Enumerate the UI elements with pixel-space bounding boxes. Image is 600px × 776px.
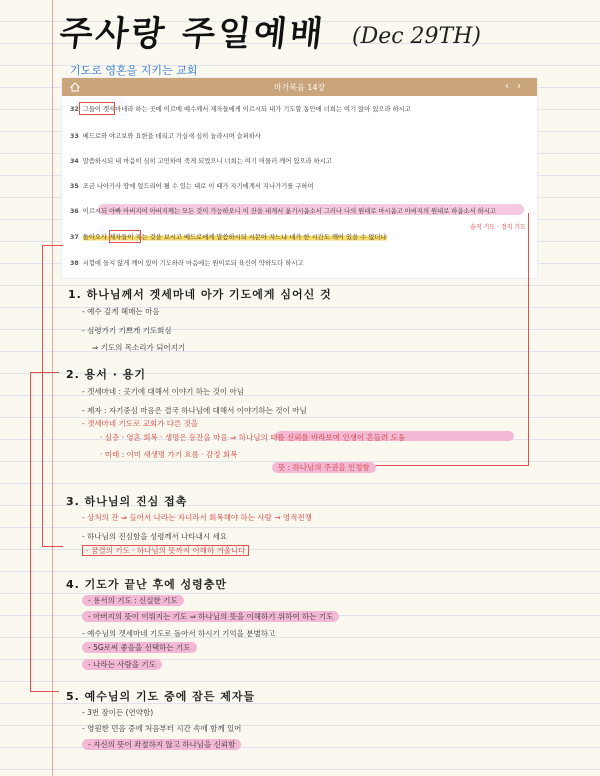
section-4-heading: 4. 기도가 끝난 후에 성령충만 bbox=[66, 578, 228, 591]
home-icon[interactable] bbox=[70, 82, 80, 92]
chevron-right-icon[interactable]: › bbox=[517, 81, 529, 92]
title-date: (Dec 29TH) bbox=[352, 24, 481, 49]
note-line: · 심층 · 영혼 회복 · 생명은 등잔을 마음 ⇒ 하나님의 때를 신뢰를 바라보며 인생이 흔들려 도움 bbox=[100, 433, 406, 442]
verse-row: 35 조금 나아가사 땅에 엎드리어 될 수 있는 대로 이 때가 자기에게서 지나가기를 구하여 bbox=[70, 183, 314, 190]
verse-row: 33 베드로와 야고보와 요한을 데리고 가실새 심히 놀라시며 슬퍼하사 bbox=[70, 133, 262, 140]
note-line: - 나라는 사람을 기도 bbox=[82, 659, 162, 670]
section-5-heading: 5. 예수님의 기도 중에 잠든 제자들 bbox=[66, 690, 256, 703]
app-header bbox=[62, 78, 537, 96]
note-line: - 제자 : 자기중심 마음은 결국 하나님에 대해서 이야기하는 것이 아님 bbox=[82, 406, 307, 415]
note-line: - 상처의 잔 ⇒ 들어서 나라는 자녀라서 회복해야 하는 사람 → 영적전쟁 bbox=[82, 513, 312, 522]
note-line: - 겟세마네 기도로 교회가 다른 것을 bbox=[82, 419, 199, 428]
note-line: - 예수님의 겟세마네 기도로 돌아서 하시기 기억을 분별하고 bbox=[82, 629, 276, 638]
note-line: - 꿈결의 기도 · 하나님의 뜻까지 이해하 겨울니다 bbox=[82, 545, 249, 556]
page-title: 주사랑 주일예배 bbox=[57, 14, 328, 54]
note-line: - 영원한 민음 중에 처음부터 시간 속에 함께 있어 bbox=[82, 724, 242, 733]
verse-row: 36 이르시되 아빠 아버지여 아버지께는 모든 것이 가능하오니 이 잔을 내게서 옮기시옵소서 그러나 나의 원대로 마시옵고 아버지의 원대로 하옵소서 하시고 bbox=[70, 208, 496, 215]
note-line: - 심령가기 기쁘게 기도회심 bbox=[82, 326, 172, 335]
subtitle: 기도로 영혼을 지키는 교회 bbox=[70, 64, 198, 77]
note-line: - 예수 깊게 헤매는 마음 bbox=[82, 307, 160, 316]
connector-line bbox=[42, 245, 63, 547]
section-1-heading: 1. 하나님께서 겟세마네 아가 기도에게 심어신 것 bbox=[68, 288, 332, 301]
annotation-box bbox=[109, 230, 141, 243]
verse-row: 37 돌아오사 제자들이 자는 것을 보시고 베드로에게 말씀하시되 시몬아 자느냐 네가 한 시간도 깨어 있을 수 없더냐 bbox=[70, 234, 387, 241]
section-2-heading: 2. 용서 · 용기 bbox=[66, 368, 147, 381]
note-line: - 5G로써 좋음을 선택하는 기도 bbox=[82, 642, 197, 653]
note-line: - 하나님의 진심함을 성령께서 나타내시 세요 bbox=[82, 532, 228, 541]
note-line: - 겟세마네 : 곳기에 대해서 이야기 하는 것이 아님 bbox=[82, 387, 244, 396]
annotation-box bbox=[79, 102, 115, 115]
note-line: - 아버지의 뜻이 이뤄지는 기도 ⇒ 하나님의 뜻을 이해하기 위하여 하는 기도 bbox=[82, 611, 339, 622]
note-line: - 3번 잠이든 (연약함) bbox=[82, 708, 154, 717]
note-line: 뜻 : 하나님의 주권을 인정함 bbox=[272, 462, 376, 473]
side-note: 솔직 기도 · 정직 기도 bbox=[470, 224, 526, 231]
verse-row: 38 시험에 들지 않게 깨어 있어 기도하라 마음에는 원이로되 육신이 약하도다 하시고 bbox=[70, 260, 304, 267]
note-line: - 자신의 뜻이 좌절하지 않고 하나님을 신뢰함 bbox=[82, 739, 241, 750]
section-3-heading: 3. 하나님의 진심 접촉 bbox=[66, 495, 188, 508]
chapter-title: 마가복음 14장 bbox=[273, 82, 326, 92]
note-line: - 용서의 기도 : 신실한 기도 bbox=[82, 595, 184, 606]
verse-row: 34 말씀하시되 내 마음이 심히 고민하여 죽게 되었으니 너희는 여기 머물러 깨어 있으라 하시고 bbox=[70, 158, 332, 165]
chevron-left-icon[interactable]: ‹ bbox=[505, 81, 517, 92]
chapter-nav bbox=[505, 81, 529, 92]
connector-line bbox=[360, 213, 529, 466]
verse-row: 32 그들이 겟세마네라 하는 곳에 이르매 예수께서 제자들에게 이르시되 내가 기도할 동안에 너희는 여기 앉아 있으라 하시고 bbox=[70, 106, 411, 113]
note-line: · 미래 : 이미 새생명 가기 흐름 · 감정 회복 bbox=[100, 450, 238, 459]
note-line: ⇒ 기도의 목소리가 되어지기 bbox=[92, 343, 186, 352]
